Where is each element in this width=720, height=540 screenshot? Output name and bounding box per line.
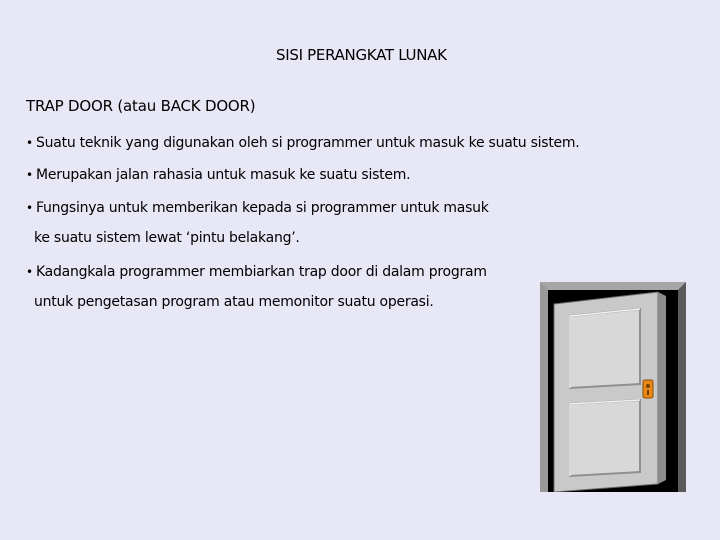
open-door-icon bbox=[540, 282, 686, 492]
section-heading: TRAP DOOR (atau BACK DOOR) bbox=[26, 97, 256, 115]
bullet-marker: • bbox=[26, 201, 33, 215]
bullet-text: Fungsinya untuk memberikan kepada si programmer untuk masuk bbox=[36, 200, 489, 216]
bullet-text: Suatu teknik yang digunakan oleh si programmer untuk masuk ke suatu sistem. bbox=[36, 135, 580, 151]
bullet-marker: • bbox=[26, 168, 33, 182]
bullet-text-continued: ke suatu sistem lewat ‘pintu belakang’. bbox=[34, 230, 300, 246]
slide-title: SISI PERANGKAT LUNAK bbox=[276, 46, 447, 64]
bullet-marker: • bbox=[26, 136, 33, 150]
bullet-text: Kadangkala programmer membiarkan trap door di dalam program bbox=[36, 264, 487, 280]
bullet-marker: • bbox=[26, 265, 33, 279]
bullet-item bbox=[26, 193, 489, 253]
bullet-text-continued: untuk pengetasan program atau memonitor suatu operasi. bbox=[34, 294, 434, 310]
bullet-text: Merupakan jalan rahasia untuk masuk ke suatu sistem. bbox=[36, 167, 411, 183]
bullet-item bbox=[26, 128, 580, 158]
bullet-item bbox=[26, 257, 487, 317]
bullet-item bbox=[26, 160, 410, 190]
